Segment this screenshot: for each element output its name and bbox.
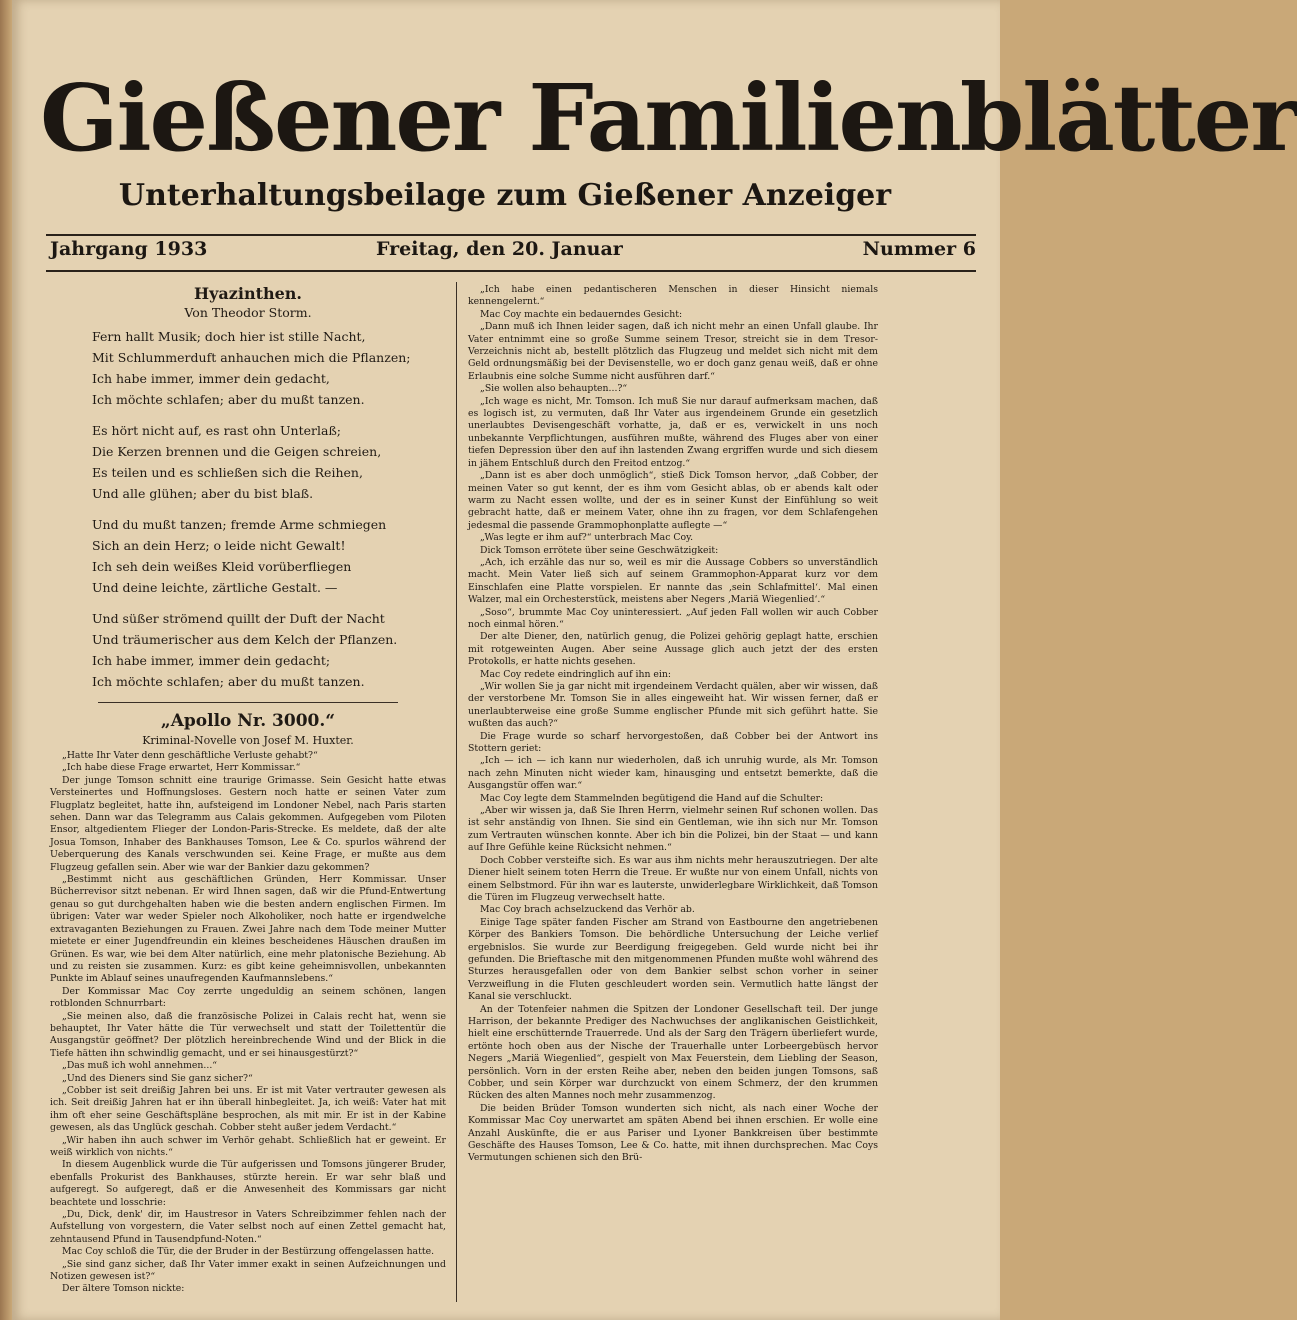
story-paragraph: „Sie wollen also behaupten...?“ — [480, 383, 628, 395]
binding-edge — [0, 0, 12, 1320]
story-text-left — [50, 750, 446, 1296]
story-paragraph: „Dann ist es aber doch unmöglich“, stieß Dick Tomson hervor, „daß Cobber, der meinen Vater so gut kennt, der es ihm vom Gesicht ablas, ob er abends kalt oder warm zu Nacht essen wollte, und der es in seiner Kunst der Einfühlung so weit gebracht hatte, daß er meinem Vater, ohne ihn zu fragen, vor dem Schlafengehen jedesmal die passende Grammophonplatte auflegte —“ — [468, 470, 878, 531]
story-paragraph: Der alte Diener, den, natürlich genug, die Polizei gehörig geplagt hatte, erschien mit rotgeweinten Augen. Aber seine Aussage glich auch jetzt der des ersten Protokolls, er hatte nichts gesehen. — [468, 631, 878, 668]
story-paragraph: Mac Coy redete eindringlich auf ihn ein: — [480, 668, 672, 680]
story-paragraph: „Hatte Ihr Vater denn geschäftliche Verluste gehabt?“ — [62, 750, 318, 761]
story-paragraph: Der junge Tomson schnitt eine traurige Grimasse. Sein Gesicht hatte etwas Versteinertes und Hoffnungsloses. Gestern noch hatte er seinen Vater zum Flugplatz begleitet, hatte ihn, aufsteigend im Londoner Nebel, nach Paris starten sehen. Dann war das Telegramm aus Calais gekommen. Aufgegeben vom Piloten Ensor, altgedientem Flieger der London-Paris-Strecke. Es meldete, daß der alte Josua Tomson, Inhaber des Bankhauses Tomson, Lee & Co. spurlos während der Ueberquerung des Kanals verschwunden sei. Keine Frage, er mußte aus dem Flugzeug gefallen sein. Aber wie war der Bankier dazu gekommen? — [50, 774, 446, 873]
poem-line: Und alle glühen; aber du bist blaß. — [92, 486, 314, 501]
poem-line: Ich möchte schlafen; aber du mußt tanzen. — [92, 674, 365, 689]
story-paragraph: Die beiden Brüder Tomson wunderten sich nicht, als nach einer Woche der Kommissar Mac Coy unerwartet am späten Abend bei ihnen erschien. Er wolle eine Anzahl Auskünfte, die er aus Pariser und Lyoner Bankkreisen über bestimmte Geschäfte des Hauses Tomson, Lee & Co. hatte, mit ihnen durchsprechen. Mac Coys Vermutungen schienen sich den Brü- — [468, 1102, 878, 1164]
masthead-subtitle: Unterhaltungsbeilage zum Gießener Anzeiger — [118, 178, 892, 213]
story-paragraph: Mac Coy brach achselzuckend das Verhör ab. — [480, 904, 695, 916]
story-paragraph: In diesem Augenblick wurde die Tür aufgerissen und Tomsons jüngerer Bruder, ebenfalls Prokurist des Bankhauses, stürzte herein. Er war sehr blaß und aufgeregt. So aufgeregt, daß er die Anwesenheit des Kommissars gar nicht beachtete und losschrie: — [50, 1159, 446, 1208]
story-paragraph: Die Frage wurde so scharf hervorgestoßen, daß Cobber bei der Antwort ins Stottern geriet: — [468, 730, 878, 755]
story-paragraph: „Aber wir wissen ja, daß Sie Ihren Herrn, vielmehr seinen Ruf schonen wollen. Das ist sehr anständig von Ihnen. Sie sind ein Gentleman, wie ihn sich nur Mr. Tomson zum Vertrauten wünschen konnte. Aber ich bin die Polizei, bin der Staat — und kann auf Ihre Gefühle keine Rücksicht nehmen.“ — [468, 805, 878, 854]
right-column — [468, 284, 878, 1304]
story-text-right — [468, 284, 878, 1165]
poem-line: Ich habe immer, immer dein gedacht, — [92, 371, 330, 386]
story-paragraph: „Sie meinen also, daß die französische Polizei in Calais recht hat, wenn sie behauptet, Ihr Vater hätte die Tür verwechselt und statt der Toilettentür die Ausgangstür geöffnet? Der plötzlich hereinbrechende Wind und der Blick in die Tiefe hätten ihn schwindlig gemacht, und er sei hinausgestürzt?“ — [50, 1010, 446, 1059]
story-paragraph: „Ich habe einen pedantischeren Menschen in dieser Hinsicht niemals kennengelernt.“ — [468, 284, 878, 308]
poem-line: Ich habe immer, immer dein gedacht; — [92, 653, 331, 668]
header-rule-top — [46, 234, 976, 236]
story-title: „Apollo Nr. 3000.“ — [160, 711, 336, 731]
poem-line: Mit Schlummerduft anhauchen mich die Pflanzen; — [92, 350, 411, 365]
poem-body — [50, 326, 446, 692]
poem-author: Von Theodor Storm. — [184, 305, 312, 320]
poem-stanza — [92, 326, 446, 410]
story-paragraph: Der ältere Tomson nickte: — [62, 1283, 185, 1295]
story-paragraph: Mac Coy legte dem Stammelnden begütigend die Hand auf die Schulter: — [480, 792, 824, 804]
issue-date: Freitag, den 20. Januar — [376, 238, 623, 260]
story-paragraph: „Ich wage es nicht, Mr. Tomson. Ich muß Sie nur darauf aufmerksam machen, daß es logisch ist, zu vermuten, daß Ihr Vater aus irgendeinem Grunde ein gesetzlich unerlaubtes Devisengeschäft vorhatte, ja, daß er es, verwickelt in uns noch unbekannte Verpflichtungen, ausführen mußte, während des Fluges aber von einer tiefen Depression über den auf ihn lastenden Zwang ergriffen wurde und sich diesem in jähem Entschluß durch den Freitod entzog.“ — [468, 395, 878, 469]
poem-line: Fern hallt Musik; doch hier ist stille Nacht, — [92, 329, 366, 344]
story-paragraph: Doch Cobber versteifte sich. Es war aus ihm nichts mehr herauszutriegen. Der alte Diener hielt seinem toten Herrn die Treue. Er wußte nur von einem Unfall, nichts von einem Selbstmord. Für ihn war es lauterste, unwiderlegbare Wirklichkeit, daß Tomson die Türen im Flugzeug verwechselt hatte. — [468, 854, 878, 903]
story-paragraph: „Bestimmt nicht aus geschäftlichen Gründen, Herr Kommissar. Unser Bücherrevisor sitzt nebenan. Er wird Ihnen sagen, daß wir die Pfund-Entwertung genau so gut durchgehalten haben wie die besten andern englischen Firmen. Im übrigen: Vater war weder Spieler noch Alkoholiker, noch hatte er irgendwelche extravaganten Beziehungen zu Frauen. Zwei Jahre nach dem Tode meiner Mutter mietete er einer Jugendfreundin ein kleines bescheidenes Häuschen draußen im Grünen. Es war, wie bei dem Alter natürlich, eine mehr platonische Beziehung. Ab und zu reisten sie zusammen. Kurz: es gibt keine geheimnisvollen, unbekannten Punkte im Ablauf seines unaufregenden Kaufmannslebens.“ — [50, 874, 446, 985]
masthead-title: Gießener Familienblätter — [40, 64, 1297, 172]
poem-line: Und du mußt tanzen; fremde Arme schmiegen — [92, 517, 387, 532]
poem-line: Es hört nicht auf, es rast ohn Unterlaß; — [92, 423, 342, 438]
poem-title: Hyazinthen. — [194, 284, 302, 303]
story-paragraph: „Wir wollen Sie ja gar nicht mit irgendeinem Verdacht quälen, aber wir wissen, daß der verstorbene Mr. Tomson Sie in alles eingeweiht hat. Wir wissen ferner, daß er unerlaubterweise eine große Summe englischer Pfunde mit sich geführt hatte. Sie wußten das auch?“ — [468, 681, 878, 730]
issue-number: Nummer 6 — [862, 238, 976, 260]
story-byline: Kriminal-Novelle von Josef M. Huxter. — [142, 734, 354, 747]
poem-line: Sich an dein Herz; o leide nicht Gewalt! — [92, 538, 346, 553]
poem-stanza — [92, 514, 446, 598]
story-paragraph: Mac Coy schloß die Tür, die der Bruder in der Bestürzung offengelassen hatte. — [62, 1246, 435, 1258]
story-paragraph: „Ich — ich — ich kann nur wiederholen, daß ich unruhig wurde, als Mr. Tomson nach zehn Minuten nicht wieder kam, hinausging und entsetzt bemerkte, daß die Ausgangstür offen war.“ — [468, 755, 878, 792]
story-paragraph: Dick Tomson errötete über seine Geschwätzigkeit: — [480, 544, 719, 556]
story-paragraph: „Cobber ist seit dreißig Jahren bei uns. Er ist mit Vater vertrauter gewesen als ich. Seit dreißig Jahren hat er ihn überall hinbegleitet. Ja, ich weiß: Vater hat mit ihm oft eher seine Geschäftspläne besprochen, als mit mir. Er ist in der Kabine gewesen, als das Unglück geschah. Cobber steht außer jedem Verdacht.“ — [50, 1084, 446, 1134]
poem-line: Die Kerzen brennen und die Geigen schreien, — [92, 444, 382, 459]
story-paragraph: Einige Tage später fanden Fischer am Strand von Eastbourne den angetriebenen Körper des Bankiers Tomson. Die behördliche Untersuchung der Leiche verlief ergebnislos. Sie wurde zur Beerdigung freigegeben. Geld wurde nicht bei ihr gefunden. Die Brieftasche mit den mitgenommenen Pfunden mußte wohl während des Sturzes herausgefallen oder von dem Bankier selbst schon vorher in seiner Verzweiflung in die Fluten geschleudert worden sein. Vermutlich hatte längst der Kanal sie verschluckt. — [468, 916, 878, 1003]
story-paragraph: „Wir haben ihn auch schwer im Verhör gehabt. Schließlich hat er geweint. Er weiß wirklich von nichts.“ — [50, 1134, 446, 1158]
poem-stanza — [92, 608, 446, 692]
story-paragraph: „Du, Dick, denk' dir, im Haustresor in Vaters Schreibzimmer fehlen nach der Aufstellung von vorgestern, die Vater selbst noch auf einen Zettel gemacht hat, zehntausend Pfund in Tausendpfund-Noten.“ — [50, 1209, 446, 1245]
story-paragraph: „Das muß ich wohl annehmen...“ — [62, 1060, 218, 1072]
header-rule-bottom — [46, 270, 976, 272]
poem-line: Ich seh dein weißes Kleid vorüberfliegen — [92, 559, 352, 574]
story-paragraph: An der Totenfeier nahmen die Spitzen der Londoner Gesellschaft teil. Der junge Harrison, der bekannte Prediger des Nachwuchses der anglikanischen Geistlichkeit, hielt eine erschütternde Trauerrede. Und als der Sarg den Trägern überliefert wurde, ertönte hoch oben aus der Nische der Trauerhalle unter Lorbeergebüsch hervor Negers „Mariä Wiegenlied“, gespielt von Max Feuerstein, dem Liebling der Season, persönlich. Vorn in der ersten Reihe aber, neben den beiden jungen Tomsons, saß Cobber, und sein Körper war durchzuckt von einem Schmerz, der den krummen Rücken des alten Mannes noch mehr zusammenzog. — [468, 1003, 878, 1102]
story-divider — [98, 702, 398, 703]
poem-stanza — [92, 420, 446, 504]
poem-line: Ich möchte schlafen; aber du mußt tanzen. — [92, 392, 365, 407]
poem-line: Und deine leichte, zärtliche Gestalt. — — [92, 580, 338, 595]
story-paragraph: „Sie sind ganz sicher, daß Ihr Vater immer exakt in seinen Aufzeichnungen und Notizen gewesen ist?“ — [50, 1258, 446, 1283]
issue-bar — [50, 238, 976, 264]
story-paragraph: Der Kommissar Mac Coy zerrte ungeduldig an seinem schönen, langen rotblonden Schnurrbart: — [50, 985, 446, 1010]
story-paragraph: „Soso“, brummte Mac Coy uninteressiert. „Auf jeden Fall wollen wir auch Cobber noch einmal hören.“ — [468, 606, 878, 630]
story-paragraph: „Was legte er ihm auf?“ unterbrach Mac Coy. — [480, 532, 694, 544]
story-paragraph: „Ach, ich erzähle das nur so, weil es mir die Aussage Cobbers so unverständlich macht. Mein Vater ließ sich auf seinem Grammophon-Apparat kurz vor dem Einschlafen eine Platte vorspielen. Er nannte das ‚sein Schlafmittel‘. Mal einen Walzer, mal ein Orchesterstück, meistens aber Negers ‚Mariä Wiegenlied‘.“ — [468, 556, 878, 606]
poem-line: Es teilen und es schließen sich die Reihen, — [92, 465, 363, 480]
poem-line: Und träumerischer aus dem Kelch der Pflanzen. — [92, 632, 398, 647]
left-column — [50, 284, 446, 1304]
story-paragraph: Mac Coy machte ein bedauerndes Gesicht: — [480, 308, 683, 320]
story-paragraph: „Dann muß ich Ihnen leider sagen, daß ich nicht mehr an einen Unfall glaube. Ihr Vater entnimmt eine so große Summe seinem Tresor, streicht sie in dem Tresor-Verzeichnis nicht ab, bestellt plötzlich das Flugzeug und meldet sich nicht mit dem Geld ordnungsmäßig bei der Devisenstelle, wo er doch ganz genau weiß, daß er ohne Erlaubnis eine solche Summe nicht ausführen darf.“ — [468, 321, 878, 382]
issue-year: Jahrgang 1933 — [50, 238, 208, 260]
poem-line: Und süßer strömend quillt der Duft der Nacht — [92, 611, 385, 626]
story-paragraph: „Ich habe diese Frage erwartet, Herr Kommissar.“ — [62, 762, 301, 774]
story-paragraph: „Und des Dieners sind Sie ganz sicher?“ — [62, 1072, 253, 1084]
column-separator — [456, 282, 457, 1302]
